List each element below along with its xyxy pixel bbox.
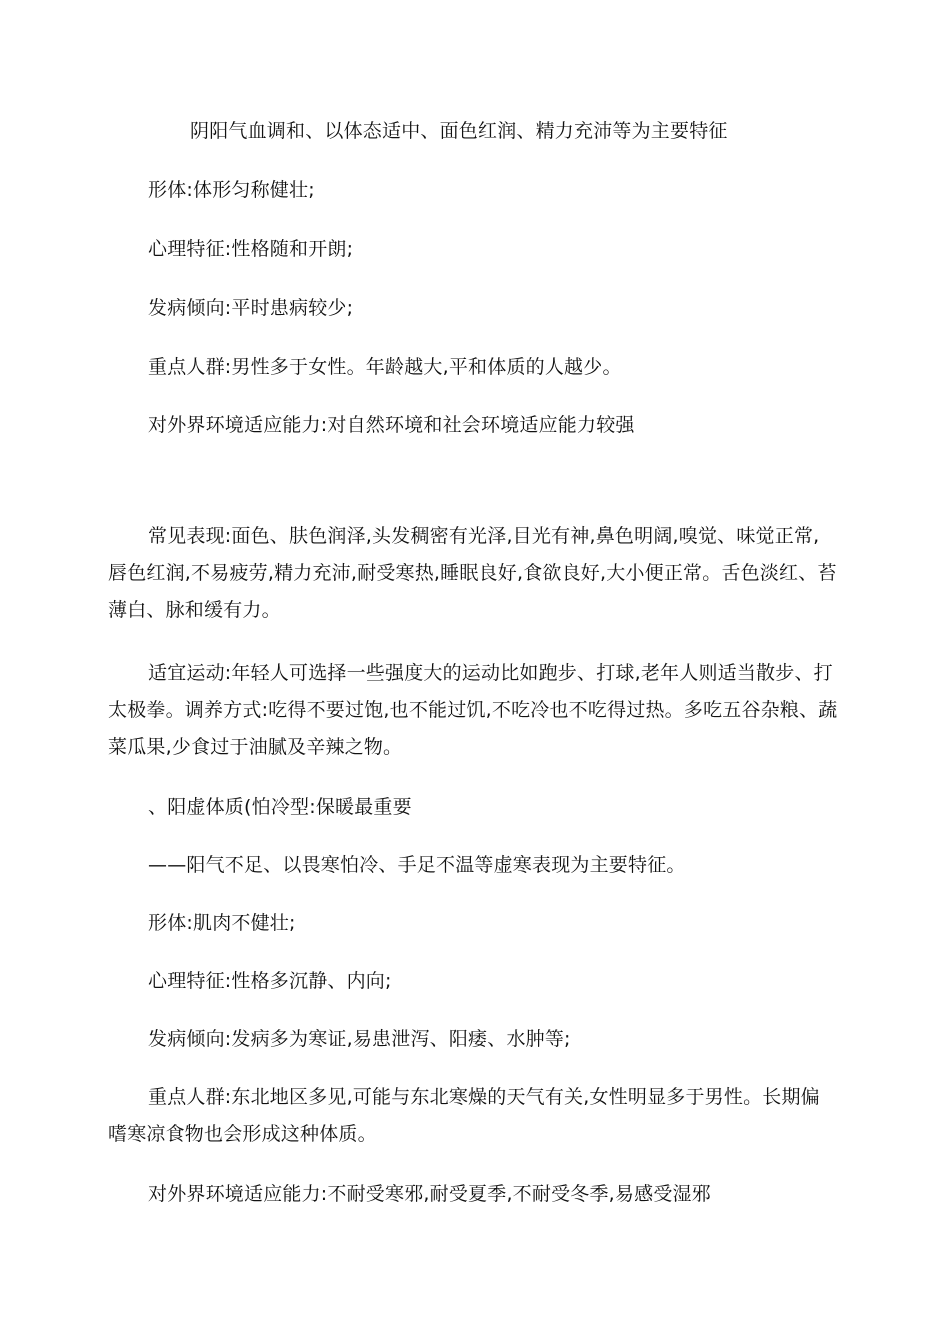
yang-deficiency-summary: ——阳气不足、以畏寒怕冷、手足不温等虚寒表现为主要特征。	[148, 854, 686, 876]
disease-tendency-line: 发病倾向:平时患病较少;	[148, 297, 354, 319]
adaptability-line: 对外界环境适应能力:不耐受寒邪,耐受夏季,不耐受冬季,易感受湿邪	[148, 1183, 711, 1205]
psychology-line: 心理特征:性格随和开朗;	[148, 238, 354, 260]
suitable-exercise-text: 适宜运动:年轻人可选择一些强度大的运动比如跑步、打球,老年人则适当散步、打太极拳。调养方式:吃得不要过饱,也不能过饥,不吃冷也不吃得过热。多吃五谷杂粮、蔬菜瓜果,少食过于油腻及辛辣之物。	[108, 662, 838, 758]
common-manifestations-paragraph	[108, 518, 838, 629]
suitable-exercise-paragraph	[108, 655, 838, 766]
adaptability-line: 对外界环境适应能力:对自然环境和社会环境适应能力较强	[148, 414, 635, 436]
key-population-text: 重点人群:东北地区多见,可能与东北寒燥的天气有关,女性明显多于男性。长期偏嗜寒凉食物也会形成这种体质。	[108, 1086, 820, 1145]
disease-tendency-line: 发病倾向:发病多为寒证,易患泄泻、阳痿、水肿等;	[148, 1028, 571, 1050]
yang-deficiency-title: 、阳虚体质(怕冷型:保暖最重要	[148, 796, 412, 818]
body-constitution-line: 形体:体形匀称健壮;	[148, 179, 315, 201]
section-heading: 阴阳气血调和、以体态适中、面色红润、精力充沛等为主要特征	[190, 120, 728, 142]
key-population-paragraph	[108, 1079, 838, 1153]
psychology-line: 心理特征:性格多沉静、内向;	[148, 970, 392, 992]
body-constitution-line: 形体:肌肉不健壮;	[148, 912, 296, 934]
common-manifestations-text: 常见表现:面色、肤色润泽,头发稠密有光泽,目光有神,鼻色明阔,嗅觉、味觉正常,唇色红润,不易疲劳,精力充沛,耐受寒热,睡眠良好,食欲良好,大小便正常。舌色淡红、苔薄白、脉和缓有力。	[108, 525, 837, 621]
key-population-line: 重点人群:男性多于女性。年龄越大,平和体质的人越少。	[148, 356, 622, 378]
